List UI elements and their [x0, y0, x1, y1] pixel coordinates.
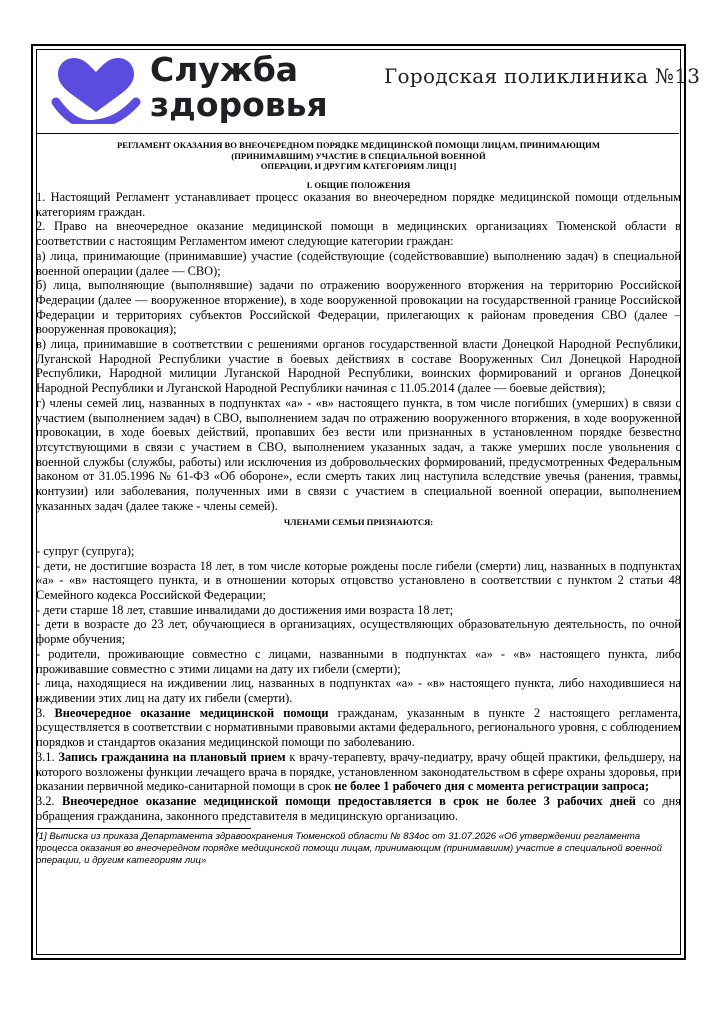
family-item: - дети, не достигшие возраста 18 лет, в том числе которые рождены после гибели (смерти) лиц, названных в подпунктах «а» - «в» настоящего пункта, и в отношении которых отцовство установлено в соответствии с пунктом 2 статьи 48 Семейного кодекса Российской Федерации; — [36, 558, 681, 603]
title-line-1: РЕГЛАМЕНТ ОКАЗАНИЯ ВО ВНЕОЧЕРЕДНОМ ПОРЯДКЕ МЕДИЦИНСКОЙ ПОМОЩИ ЛИЦАМ, ПРИНИМАЮЩИМ — [117, 140, 600, 150]
regulation-title — [79, 140, 639, 172]
p31-bold: Запись гражданина на плановый прием — [58, 749, 286, 764]
item-v: в) лица, принимавшие в соответствии с решениями органов государственной власти Донецкой Народной Республики, Луганской Народной Республики участие в боевых действиях в составе Вооруженных Сил Донецкой Народной Республики, Народной милиции Луганской Народной Республики, воинских формирований и органов Донецкой Народной Республики и Луганской Народной Республики начиная с 11.05.2014 (далее — боевые действия); — [36, 337, 681, 396]
footnote: [1] Выписка из приказа Департамента здравоохранения Тюменской области № 834ос от 31.07.2026 «Об утверждении регламента процесса оказания во внеочередном порядке медицинской помощи лицам, принимающим (принимавшим) участие в специальной военной операции, и другим категориям лиц» — [36, 831, 662, 867]
family-item: - дети старше 18 лет, ставшие инвалидами до достижения ими возраста 18 лет; — [36, 602, 454, 617]
brand-line-1: Служба — [150, 50, 299, 89]
brand-line-2: здоровья — [150, 85, 328, 124]
family-title: ЧЛЕНАМИ СЕМЬИ ПРИЗНАЮТСЯ: — [283, 517, 434, 528]
footnote-divider — [36, 828, 251, 829]
family-item: - лица, находящиеся на иждивении лиц, названных в подпунктах «а» - «в» настоящего пункта, либо находившиеся на иждивении этих лиц на дату их гибели (смерти). — [36, 676, 681, 705]
p3-num: 3. — [36, 705, 55, 720]
p32-rest: со дня обращения гражданина, законного представителя в медицинскую организацию. — [36, 793, 681, 823]
paragraph-3-2 — [36, 794, 681, 823]
section-title: I. ОБЩИЕ ПОЛОЖЕНИЯ — [306, 179, 411, 190]
p31-rest: к врачу-терапевту, врачу-педиатру, врачу общей практики, фельдшеру, на которого возложены функции лечащего врача в порядке, установленном законодательством в сфере охраны здоровья, при оказании первичной медико-санитарной помощи в срок — [36, 749, 682, 794]
paragraph-3 — [36, 706, 681, 750]
item-g: г) члены семей лиц, названных в подпунктах «а» - «в» настоящего пункта, в том числе погибших (умерших) в связи с участием (выполнением задач) в СВО, выполнением задач по отражению вооруженного вторжения, в ходе вооруженной провокации, в ходе боевых действий, пропавших без вести или признанных в установленном порядке безвестно отсутствующими в связи с участием в СВО, выполнением указанных задач, а также умерших после увольнения с военной службы (службы, работы) или исключения из добровольческих формирований, предусмотренных Федеральным законом от 31.05.1996 № 61-ФЗ «Об обороне», если смерть таких лиц наступила вследствие увечья (ранения, травмы, контузии) или заболевания, полученных ими в связи с участием в специальной военной операции, выполнением указанных задач (далее также - члены семей). — [36, 395, 681, 513]
paragraph-2: 2. Право на внеочередное оказание медицинской помощи в медицинских организациях Тюменской области в соответствии с настоящим Регламентом имеют следующие категории граждан: — [36, 219, 681, 249]
paragraph-1: 1. Настоящий Регламент устанавливает процесс оказания во внеочередном порядке медицинской помощи отдельным категориям граждан. — [36, 190, 681, 219]
brand-name — [150, 52, 328, 122]
clinic-name: Городская поликлиника №13 — [384, 64, 701, 88]
p3-rest: гражданам, указанным в пункте 2 настоящего регламента, осуществляется в соответствии с нормативными правовыми актами федерального, регионального уровня, с соблюдением порядков и стандартов оказания медицинской помощи по заболеванию. — [36, 705, 682, 750]
item-a: а) лица, принимающие (принимавшие) участие (содействующие (содействовавшие) выполнению задач) в специальной военной операции (далее — СВО); — [36, 248, 681, 278]
title-line-2: (ПРИНИМАВШИМ) УЧАСТИЕ В СПЕЦИАЛЬНОЙ ВОЕННОЙ — [231, 150, 486, 161]
paragraph-3-1 — [36, 750, 681, 794]
title-line-3: ОПЕРАЦИИ, И ДРУГИМ КАТЕГОРИЯМ ЛИЦ[1] — [260, 161, 457, 171]
item-b: б) лица, выполняющие (выполнявшие) задачи по отражению вооруженного вторжения на территорию Российской Федерации (далее — вооруженное вторжение), в ходе вооруженной провокации на государственной границе Российской Федерации и территориях субъектов Российской Федерации, прилегающих к районам проведения СВО (далее – вооруженная провокация); — [36, 278, 681, 337]
p31-bold-2: не более 1 рабочего дня с момента регистрации запроса; — [334, 779, 650, 794]
p31-num: 3.1. — [36, 749, 59, 764]
logo — [50, 50, 328, 132]
family-item: - родители, проживающие совместно с лицами, названными в подпунктах «а» - «в» настоящего пункта, либо проживавшие совместно с этими лицами на дату их гибели (смерти); — [36, 646, 681, 676]
p32-bold: Внеочередное оказание медицинской помощи предоставляется в срок не более 3 рабочих дней — [61, 793, 636, 808]
p3-bold: Внеочередное оказание медицинской помощи — [54, 705, 329, 720]
header-divider — [37, 133, 679, 134]
heart-check-icon — [50, 52, 142, 124]
document-body — [36, 140, 681, 867]
p32-num: 3.2. — [36, 793, 62, 808]
family-item: - дети в возрасте до 23 лет, обучающиеся в организациях, осуществляющих образовательную деятельность, по очной форме обучения; — [36, 617, 681, 647]
family-item: - супруг (супруга); — [36, 543, 135, 558]
